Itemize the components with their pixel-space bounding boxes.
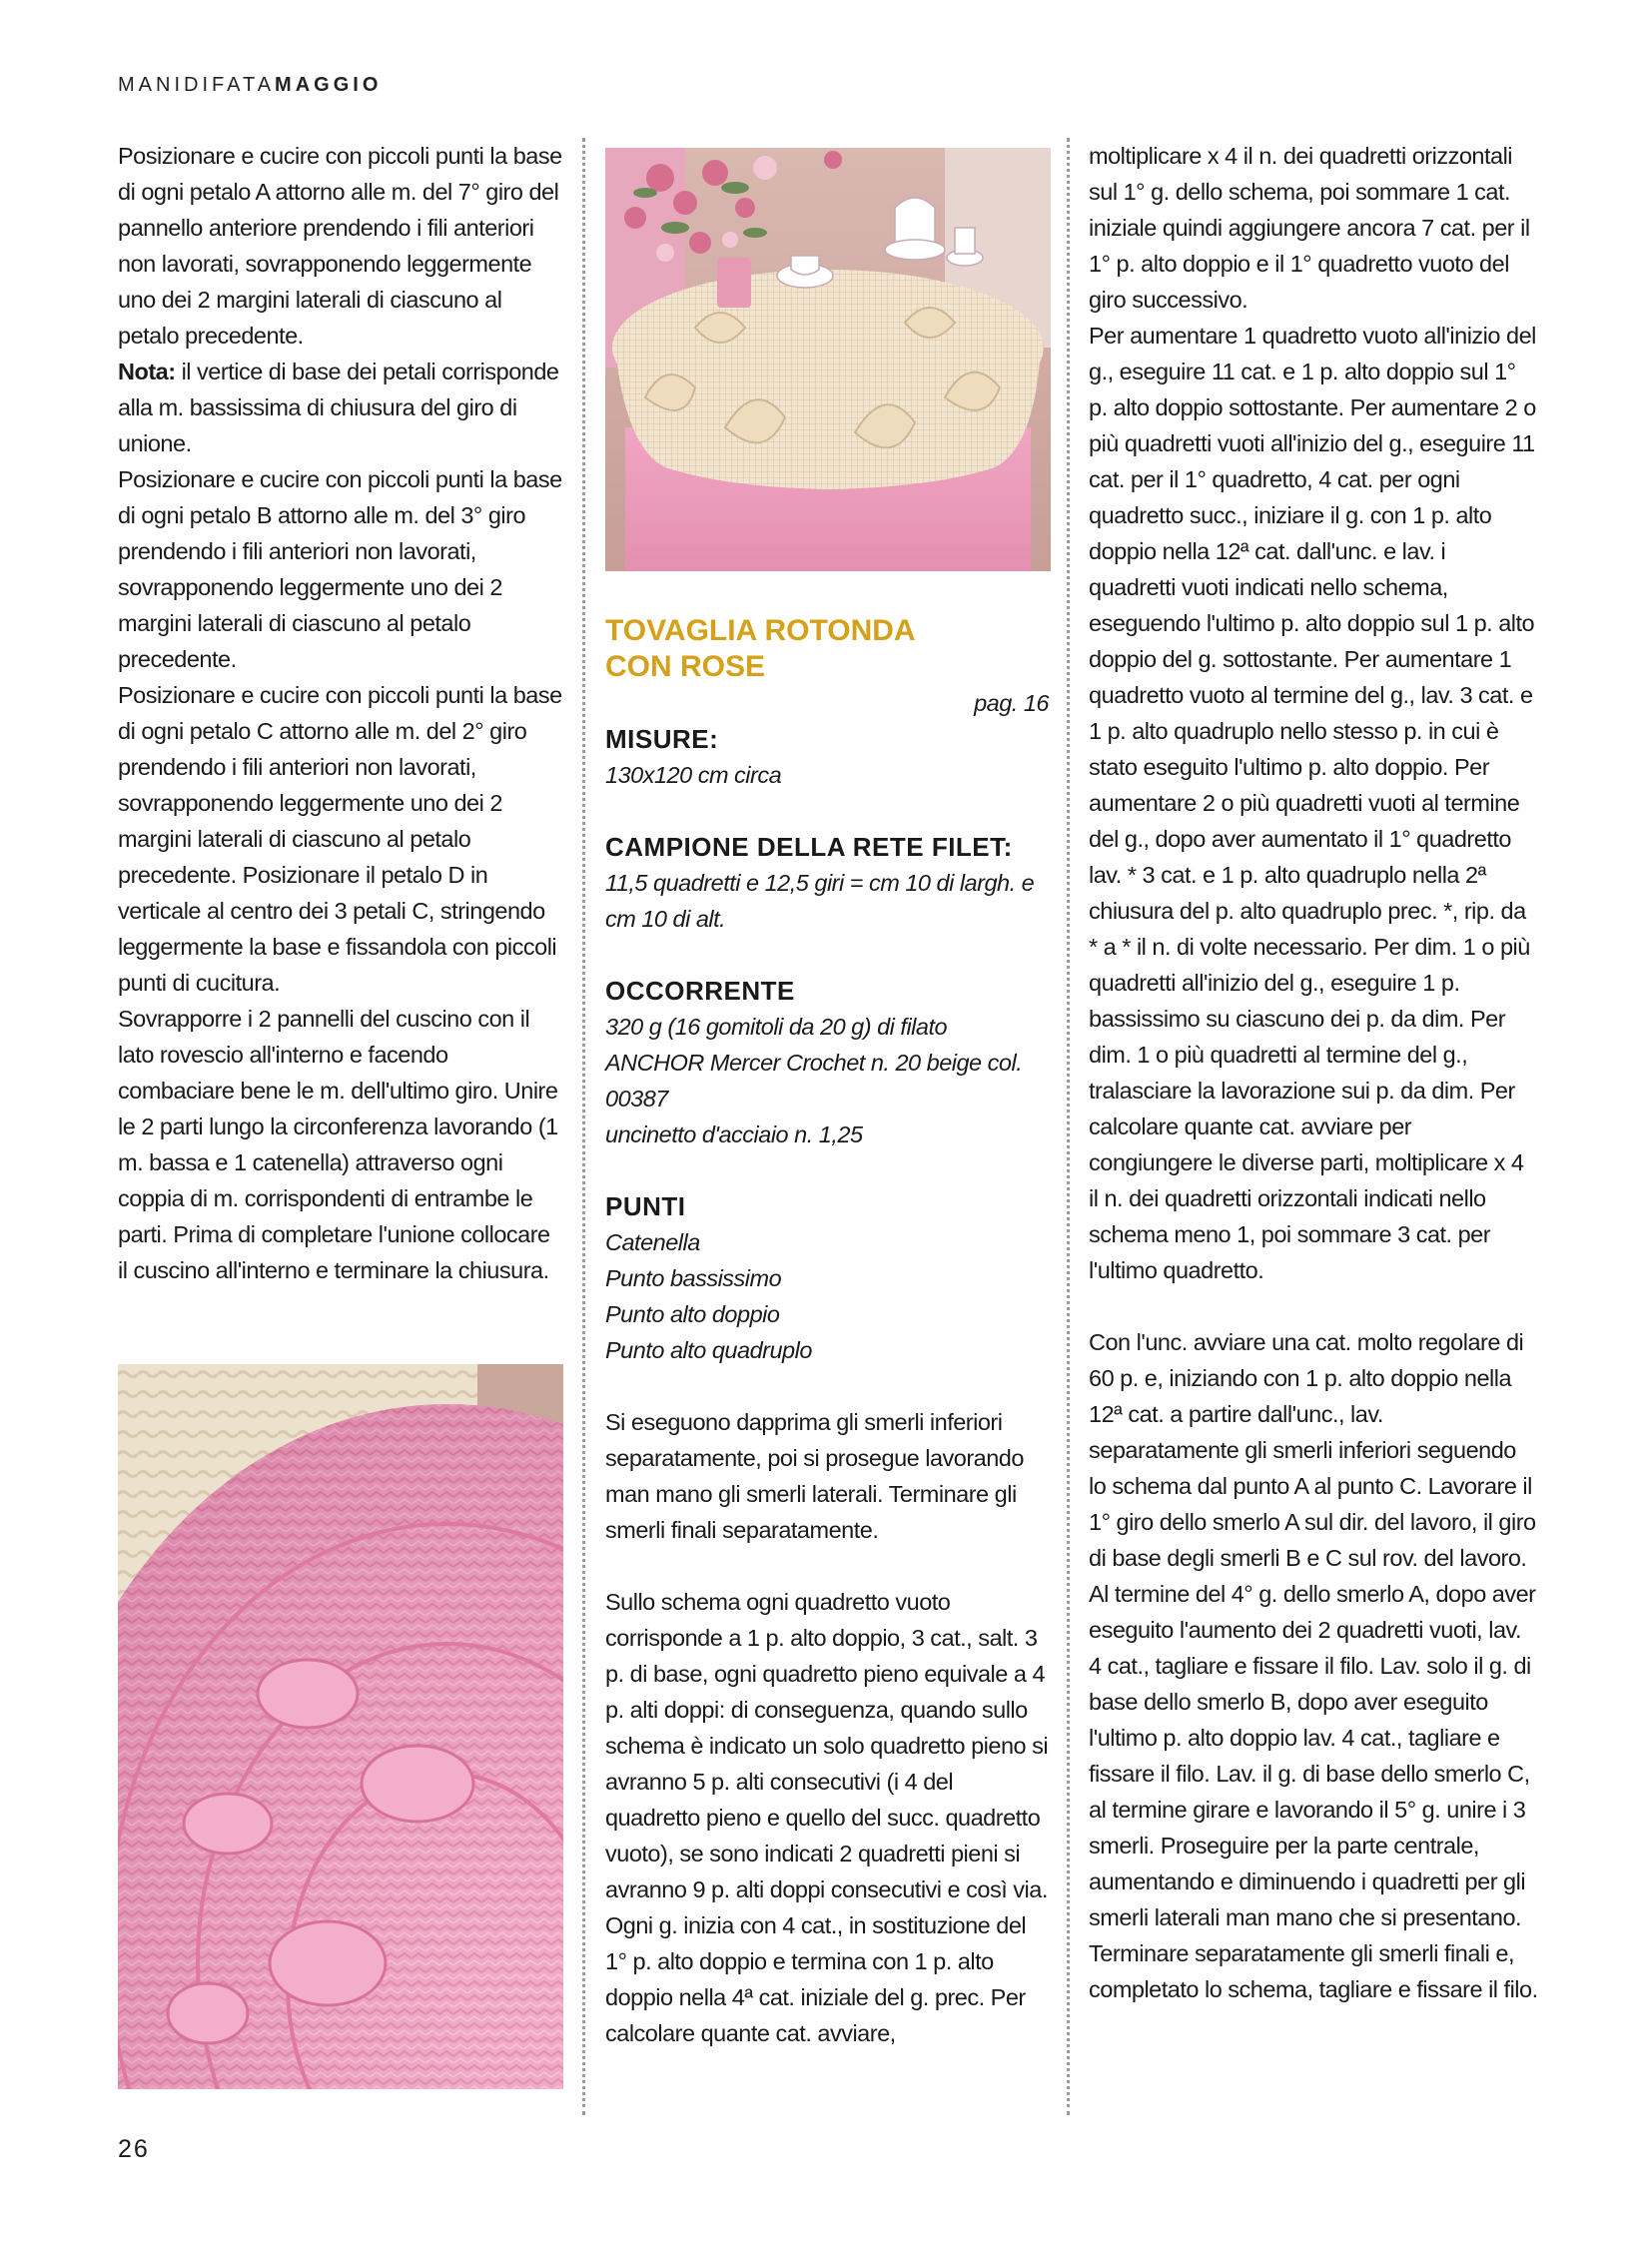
paragraph: Sullo schema ogni quadretto vuoto corrisponde a 1 p. alto doppio, 3 cat., salt. 3 p. di base, ogni quadretto pieno equivale a 4 p. alti doppi: di conseguenza, quando sullo schema è indicato un solo quadretto pieno si avranno 5 p. alti consecutivi (i 4 del quadretto pieno e quello del succ. quadretto vuoto), se sono indicati 2 quadretti pieni si avranno 9 p. alti doppi consecutivi e così via. (605, 1589, 1049, 1902)
campione-value: 11,5 quadretti e 12,5 giri = cm 10 di largh. e cm 10 di alt. (605, 870, 1035, 932)
occorrente-label: OCCORRENTE (605, 976, 795, 1006)
pattern-title-line-2: CON ROSE (605, 650, 766, 683)
column-divider (582, 138, 585, 2115)
occorrente-hook: uncinetto d'acciaio n. 1,25 (605, 1121, 863, 1147)
campione-label: CAMPIONE DELLA RETE FILET: (605, 832, 1013, 862)
page-number: 26 (118, 2135, 150, 2163)
punti-item: Punto alto quadruplo (605, 1337, 812, 1363)
note-paragraph (118, 354, 565, 461)
paragraph: Ogni g. inizia con 4 cat., in sostituzione del 1° p. alto doppio e termina con 1 p. alto doppio nella 4ª cat. iniziale del g. prec. Per calcolare quante cat. avviare, (605, 1912, 1027, 2046)
column-2 (605, 613, 1049, 2051)
paragraph: moltiplicare x 4 il n. dei quadretti orizzontali sul 1° g. dello schema, poi sommare 1 cat. iniziale quindi aggiungere ancora 7 cat. per il 1° p. alto doppio e il 1° quadretto vuoto del giro successivo. (1089, 143, 1530, 313)
tablecloth-photo (605, 148, 1051, 571)
paragraph: Con l'unc. avviare una cat. molto regolare di 60 p. e, iniziando con 1 p. alto doppio nella 12ª cat. a partire dall'unc., lav. separatamente gli smerli inferiori seguendo lo schema dal punto A al punto C. Lavorare il 1° giro dello smerlo A sul dir. del lavoro, il giro di base degli smerli B e C sul rov. del lavoro. Al termine del 4° g. dello smerlo A, dopo aver eseguito l'aumento dei 2 quadretti vuoti, lav. 4 cat., tagliare e fissare il filo. Lav. solo il g. di base dello smerlo B, dopo aver eseguito l'ultimo p. alto doppio lav. 4 cat., tagliare e fissare il filo. Lav. il g. di base dello smerlo C, al termine girare e lavorando il 5° g. unire i 3 smerli. Proseguire per la parte centrale, aumentando e diminuendo i quadretti per gli smerli laterali man mano che si presentano. Terminare separatamente gli smerli finali e, completato lo schema, tagliare e fissare il filo. (1089, 1329, 1538, 2002)
paragraph: Posizionare e cucire con piccoli punti la base di ogni petalo A attorno alle m. del 7° giro del pannello anteriore prendendo i fili anteriori non lavorati, sovrapponendo leggermente uno dei 2 margini laterali di ciascuno al petalo precedente. (118, 143, 562, 349)
misure-label: MISURE: (605, 724, 719, 754)
note-label: Nota: (118, 359, 176, 384)
pattern-title-line-1: TOVAGLIA ROTONDA (605, 614, 916, 647)
note-text: il vertice di base dei petali corrisponde alla m. bassissima di chiusura del giro di unione. (118, 359, 559, 456)
column-3 (1089, 138, 1538, 2007)
paragraph: Posizionare e cucire con piccoli punti la base di ogni petalo C attorno alle m. del 2° giro prendendo i fili anteriori non lavorati, sovrapponendo leggermente uno dei 2 margini laterali di ciascuno al petalo precedente. Posizionare il petalo D in verticale al centro dei 3 petali C, stringendo leggermente la base e fissandola con piccoli punti di cucitura. (118, 682, 562, 996)
paragraph: Sovrapporre i 2 pannelli del cuscino con il lato rovescio all'interno e facendo combaciare bene le m. dell'ultimo giro. Unire le 2 parti lungo la circonferenza lavorando (1 m. bassa e 1 catenella) attraverso ogni coppia di m. corrispondenti di entrambe le parti. Prima di completare l'unione collocare il cuscino all'interno e terminare la chiusura. (118, 1006, 558, 1283)
paragraph: Per aumentare 1 quadretto vuoto all'inizio del g., eseguire 11 cat. e 1 p. alto doppio sul 1° p. alto doppio sottostante. Per aumentare 2 o più quadretti vuoti all'inizio del g., eseguire 11 cat. per il 1° quadretto, 4 cat. per ogni quadretto succ., iniziare il g. con 1 p. alto doppio nella 12ª cat. dall'unc. e lav. i quadretti vuoti indicati nello schema, eseguendo l'ultimo p. alto doppio sul 1 p. alto doppio del g. sottostante. Per aumentare 1 quadretto vuoto al termine del g., lav. 3 cat. e 1 p. alto quadruplo nello stesso p. in cui è stato eseguito l'ultimo p. alto doppio. Per aumentare 2 o più quadretti vuoti al termine del g., dopo aver aumentato il 1° quadretto lav. * 3 cat. e 1 p. alto quadruplo nella 2ª chiusura del p. alto quadruplo prec. *, rip. da * a * il n. di volte necessario. Per dim. 1 o più quadretti all'inizio del g., eseguire 1 p. bassissimo su ciascuno dei p. da dim. Per dim. 1 o più quadretti al termine del g., tralasciare la lavorazione sui p. da dim. Per calcolare quante cat. avviare per congiungere le diverse parti, moltiplicare x 4 il n. dei quadretti orizzontali indicati nello schema meno 1, poi sommare 3 cat. per l'ultimo quadretto. (1089, 323, 1536, 1283)
cushion-photo (118, 1364, 563, 2089)
magazine-name: MANIDIFATA (118, 74, 276, 96)
column-divider (1067, 138, 1070, 2115)
paragraph: Si eseguono dapprima gli smerli inferiori separatamente, poi si prosegue lavorando man mano gli smerli laterali. Terminare gli smerli finali separatamente. (605, 1409, 1024, 1543)
paragraph: Posizionare e cucire con piccoli punti la base di ogni petalo B attorno alle m. del 3° giro prendendo i fili anteriori non lavorati, sovrapponendo leggermente uno dei 2 margini laterali di ciascuno al petalo precedente. (118, 466, 562, 672)
tablecloth-illustration (605, 148, 1051, 571)
occorrente-yarn: 320 g (16 gomitoli da 20 g) di filato ANCHOR Mercer Crochet n. 20 beige col. 00387 (605, 1014, 1023, 1112)
punti-label: PUNTI (605, 1191, 686, 1221)
punti-item: Punto bassissimo (605, 1265, 782, 1291)
page-reference: pag. 16 (974, 690, 1049, 716)
misure-value: 130x120 cm circa (605, 762, 782, 788)
pattern-title (605, 613, 1049, 685)
column-1 (118, 138, 565, 1288)
issue-month: MAGGIO (275, 74, 383, 96)
running-header (118, 74, 382, 97)
punti-item: Punto alto doppio (605, 1301, 780, 1327)
punti-item: Catenella (605, 1229, 700, 1255)
cushion-illustration (118, 1364, 563, 2089)
